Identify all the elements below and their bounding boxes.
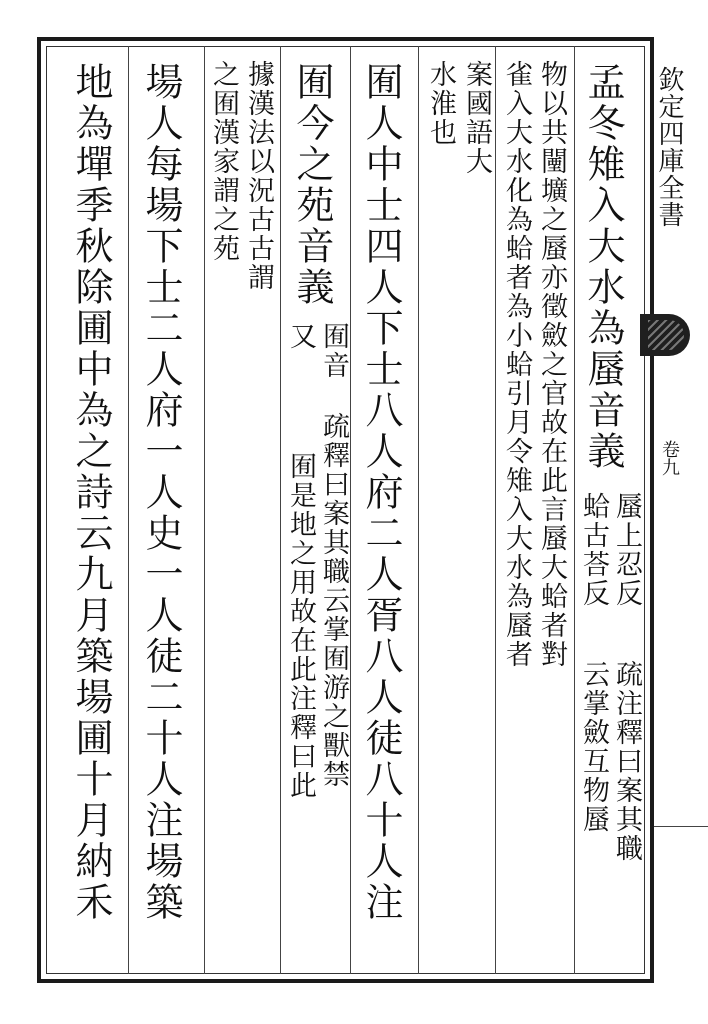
main-text-column: 囿人中士四人下士八人府二人胥八人徒八十人注 — [359, 62, 403, 923]
column-rule — [495, 46, 496, 974]
main-text-column: 場人每場下士二人府一人史一人徒二十人注場築 — [139, 62, 183, 923]
annotation-column: 蜃上忍反 — [611, 492, 642, 608]
annotation-column: 云掌斂互物蜃 — [578, 660, 609, 834]
main-text-column: 囿今之苑音義 — [290, 62, 334, 308]
annotation-column: 之囿漢家謂之苑 — [208, 60, 239, 263]
margin-rule — [654, 826, 708, 827]
column-rule — [574, 46, 575, 974]
annotation-column: 蛤古荅反 — [578, 492, 609, 608]
annotation-column: 疏注釋曰案其職 — [611, 660, 642, 863]
annotation-column: 案國語大 — [461, 60, 492, 176]
column-rule — [418, 46, 419, 974]
annotation-column: 疏釋曰案其職云掌囿游之獸禁 — [318, 412, 349, 789]
column-rule — [204, 46, 205, 974]
column-rule — [280, 46, 281, 974]
annotation-column: 物以共闉壙之蜃亦徵斂之官故在此言蜃大蛤者對 — [536, 60, 567, 669]
column-rule — [128, 46, 129, 974]
annotation-column: 據漢法以況古古謂 — [243, 60, 274, 292]
volume-number: 卷九 — [659, 440, 680, 476]
annotation-column: 水淮也 — [425, 60, 456, 147]
column-rule — [350, 46, 351, 974]
annotation-column: 囿音 — [318, 322, 349, 380]
fishtail-pattern — [648, 320, 684, 350]
annotation-column: 又 — [285, 322, 316, 351]
main-text-column: 孟冬雉入大水為蜃音義 — [581, 62, 625, 472]
annotation-column: 雀入大水化為蛤者為小蛤引月令雉入大水為蜃者 — [501, 60, 532, 669]
annotation-column: 囿是地之用故在此注釋曰此 — [285, 452, 316, 800]
main-text-column: 地為墠季秋除圃中為之詩云九月築場圃十月納禾 — [69, 62, 113, 923]
book-title: 欽定四庫全書 — [654, 66, 684, 228]
